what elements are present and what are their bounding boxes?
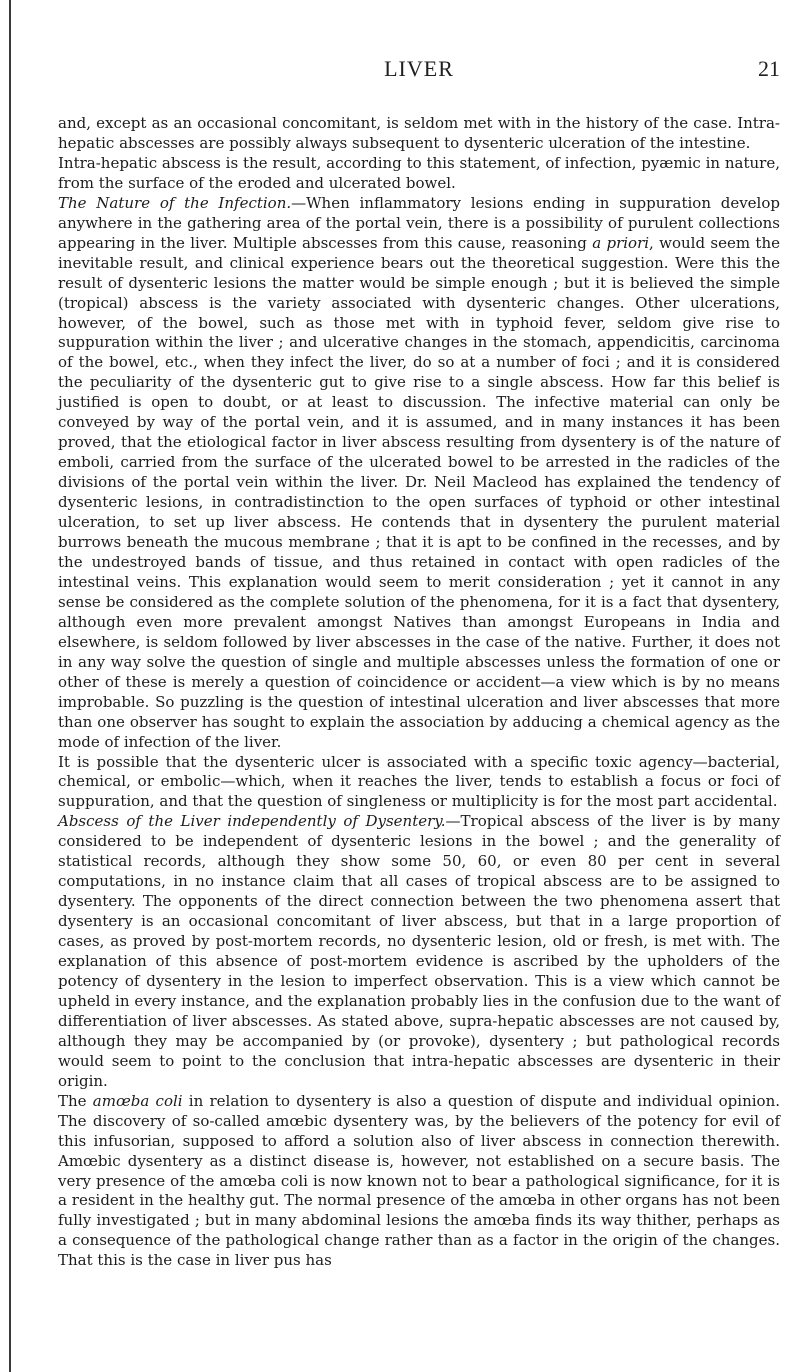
running-head: LIVER [384,56,454,81]
paragraph-6-text-a: The [58,1091,93,1110]
paragraph-3-italic-phrase: a priori [592,233,650,252]
paragraph-4 [58,753,780,813]
page-number: 21 [758,56,780,81]
paragraph-3 [58,194,780,753]
paragraph-6 [58,1092,780,1272]
paragraph-2-text: Intra-hepatic abscess is the result, according to this statement, of infection, pyæmic in nature, from the surface of the eroded and ulcerated bowel. [58,153,780,192]
paragraph-3-text-a: —When inflammatory lesions ending in suppuration develop anywhere in the gathering area of the portal vein, there is a possibility of purulent collections appearing in the liver. Multiple abscesses from this cause, reasoning [58,193,780,252]
paragraph-5 [58,812,780,1091]
paragraph-2 [58,154,780,194]
paragraph-6-italic-term: amœba coli [92,1091,183,1110]
paragraph-6-text-b: in relation to dysentery is also a question of dispute and individual opinion. The discovery of so-called amœbic dysentery was, by the believers of the potency for evil of this infusorian, supposed to afford a solution also of liver abscess in connection therewith. Amœbic dysentery as a distinct disease is, however, not established on a secure basis. The very presence of the amœba coli is now known not to bear a pathological significance, for it is a resident in the healthy gut. The normal presence of the amœba in other organs has not been fully investigated ; but in many abdominal lesions the amœba finds its way thither, perhaps as a consequence of the pathological change rather than as a factor in the origin of the changes. That this is the case in liver pus has [58,1091,780,1270]
body-text [58,114,780,1271]
page-edge-line [9,0,11,1372]
paragraph-5-text: —Tropical abscess of the liver is by many considered to be independent of dysenteric lesions in the bowel ; and the generality of statistical records, although they show some 50, 60, or even 80 per cent in several computations, in no instance claim that all cases of tropical abscess are to be assigned to dysentery. The opponents of the direct connection between the two phenomena assert that dysentery is an occasional concomitant of liver abscess, but that in a large proportion of cases, as proved by post-mortem records, no dysenteric lesion, old or fresh, is met with. The explanation of this absence of post-mortem evidence is ascribed by the upholders of the potency of dysentery in the lesion to imperfect observation. This is a view which cannot be upheld in every instance, and the explanation probably lies in the confusion due to the want of differentiation of liver abscesses. As stated above, supra-hepatic abscesses are not caused by, although they may be accompanied by (or provoke), dysentery ; but pathological records would seem to point to the conclusion that intra-hepatic abscesses are dysenteric in their origin. [58,812,780,1090]
paragraph-3-text-b: , would seem the inevitable result, and clinical experience bears out the theoretical suggestion. Were this the result of dysenteric lesions the matter would be simple enough ; but it is believed the simple (tropical) abscess is the variety associated with dysenteric changes. Other ulcerations, however, of the bowel, such as those met with in typhoid fever, seldom give rise to suppuration within the liver ; and ulcerative changes in the stomach, appendicitis, carcinoma of the bowel, etc., when they infect the liver, do so at a number of foci ; and it is considered the peculiarity of the dysenteric gut to give rise to a single abscess. How far this belief is justified is open to doubt, or at least to discussion. The infective material can only be conveyed by way of the portal vein, and it is assumed, and in many instances it has been proved, that the etiological factor in liver abscess resulting from dysentery is of the nature of emboli, carried from the surface of the ulcerated bowel to be arrested in the radicles of the divisions of the portal vein within the liver. Dr. Neil Macleod has explained the tendency of dysenteric lesions, in contradistinction to the open surfaces of typhoid or other intestinal ulceration, to set up liver abscess. He contends that in dysentery the purulent material burrows beneath the mucous membrane ; that it is apt to be confined in the recesses, and by the undestroyed bands of tissue, and thus retained in contact with open radicles of the intestinal veins. This explanation would seem to merit consideration ; yet it cannot in any sense be considered as the complete solution of the phenomena, for it is a fact that dysentery, although even more prevalent amongst Natives than amongst Europeans in India and elsewhere, is seldom followed by liver abscesses in the case of the native. Further, it does not in any way solve the question of single and multiple abscesses unless the formation of one or other of these is merely a question of coincidence or accident—a view which is by no means improbable. So puzzling is the question of intestinal ulceration and liver abscesses that more than one observer has sought to explain the association by adducing a chemical agency as the mode of infection of the liver. [58,233,780,751]
paragraph-4-text: It is possible that the dysenteric ulcer is associated with a specific toxic agency—bacterial, chemical, or embolic—which, when it reaches the liver, tends to establish a focus or foci of suppuration, and that the question of singleness or multiplicity is for the most part accidental. [58,752,780,811]
page-header [58,56,780,92]
paragraph-1 [58,114,780,154]
paragraph-1-text: and, except as an occasional concomitant, is seldom met with in the history of the case. Intra-hepatic abscesses are possibly always subsequent to dysenteric ulceration of the intestine. [58,114,780,152]
section-heading-abscess-independent: Abscess of the Liver independently of Dysentery. [58,812,446,831]
section-heading-nature-of-infection: The Nature of the Infection. [58,193,292,212]
